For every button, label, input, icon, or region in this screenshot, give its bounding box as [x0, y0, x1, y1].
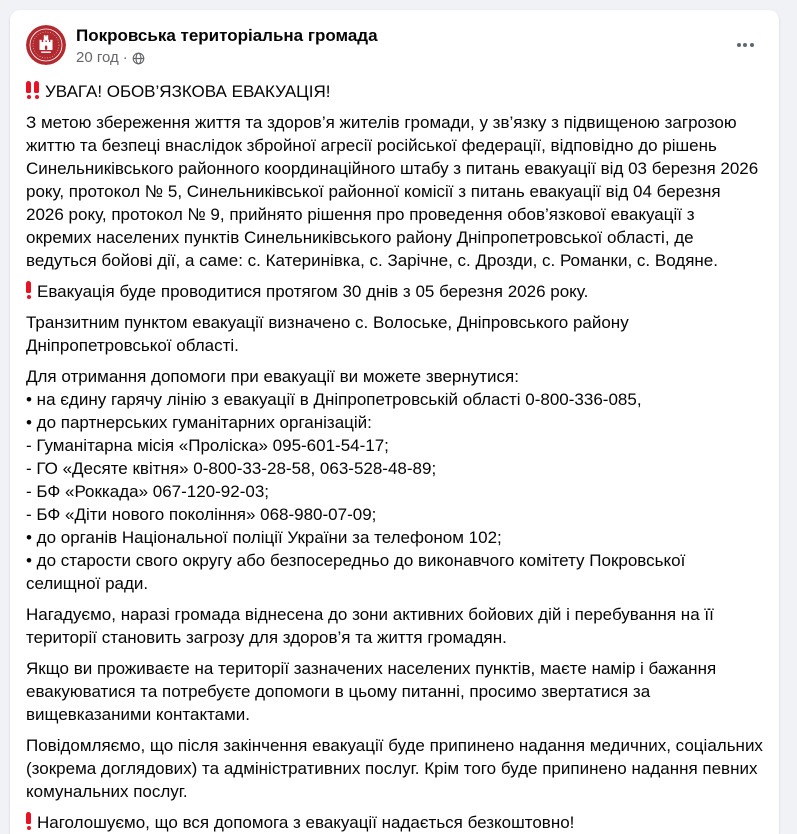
- post-paragraph: Нагадуємо, наразі громада віднесена до зони активних бойових дій і перебування на її території становить загрозу для здоров’я та життя громадян.: [26, 605, 714, 647]
- post-paragraph: Повідомляємо, що після закінчення евакуації буде припинено надання медичних, соціальних (зокрема доглядових) та адміністративних послуг. Крім того буде припинено надання певних комунальних послуг.: [26, 736, 763, 801]
- more-options-button[interactable]: [727, 27, 763, 63]
- post-body: [10, 80, 779, 834]
- post-paragraph: Для отримання допомоги при евакуації ви можете звернутися: • на єдину гарячу лінію з евакуації в Дніпропетровській області 0-800-336-085, • до партнерських гуманітарних організацій: - Гуманітарна місія «Проліска» 095-601-54-17; - ГО «Десяте квітня» 0-800-33-28-58, 063-528-48-89; - БФ «Роккада» 067-120-92-03; - БФ «Діти нового покоління» 068-980-07-09; • до органів Національної поліції України за телефоном 102; • до старости свого округу або безпосередньо до виконавчого комітету Покровської селищної ради.: [26, 367, 686, 593]
- double-exclamation-icon: [26, 81, 39, 99]
- post-header-text: [76, 25, 727, 67]
- post-meta: [76, 49, 727, 67]
- post-paragraph: Евакуація буде проводитися протягом 30 днів з 05 березня 2026 року.: [26, 280, 763, 303]
- post-paragraph: Транзитним пунктом евакуації визначено с. Волоське, Дніпровського району Дніпропетровської області.: [26, 313, 629, 355]
- post-header: [10, 10, 779, 67]
- author-name[interactable]: Покровська територіальна громада: [76, 26, 378, 45]
- more-dot: [743, 43, 747, 47]
- exclamation-icon: [26, 812, 31, 830]
- post-paragraph: Якщо ви проживаєте на території зазначених населених пунктів, маєте намір і бажання евакуюватися та потребуєте допомоги в цьому питанні, просимо звертатися за вищевказаними контактами.: [26, 659, 717, 724]
- more-dot: [750, 43, 754, 47]
- post-paragraph: З метою збереження життя та здоров’я жителів громади, у зв’язку з підвищеною загрозою життю та безпеці внаслідок збройної агресії російської федерації, відповідно до рішень Синельниківського районного координаційного штабу з питань евакуації від 03 березня 2026 року, протокол № 5, Синельниківської районної комісії з питань евакуації від 04 березня 2026 року, протокол № 9, прийнято рішення про проведення обов’язкової евакуації з окремих населених пунктів Синельниківського району Дніпропетровської області, де ведуться бойові дії, а саме: с. Катеринівка, с. Зарічне, с. Дрозди, с. Романки, с. Водяне.: [26, 113, 759, 270]
- timestamp[interactable]: 20 год: [76, 49, 119, 66]
- facebook-post-card: [10, 10, 779, 834]
- globe-icon: [132, 52, 145, 65]
- post-paragraph: Наголошуємо, що вся допомога з евакуації надається безкоштовно!: [26, 811, 763, 834]
- post-paragraph: УВАГА! ОБОВ’ЯЗКОВА ЕВАКУАЦІЯ!: [26, 80, 763, 103]
- exclamation-icon: [26, 281, 31, 299]
- more-dot: [737, 43, 741, 47]
- meta-separator: ·: [122, 49, 128, 66]
- community-avatar[interactable]: [26, 25, 66, 65]
